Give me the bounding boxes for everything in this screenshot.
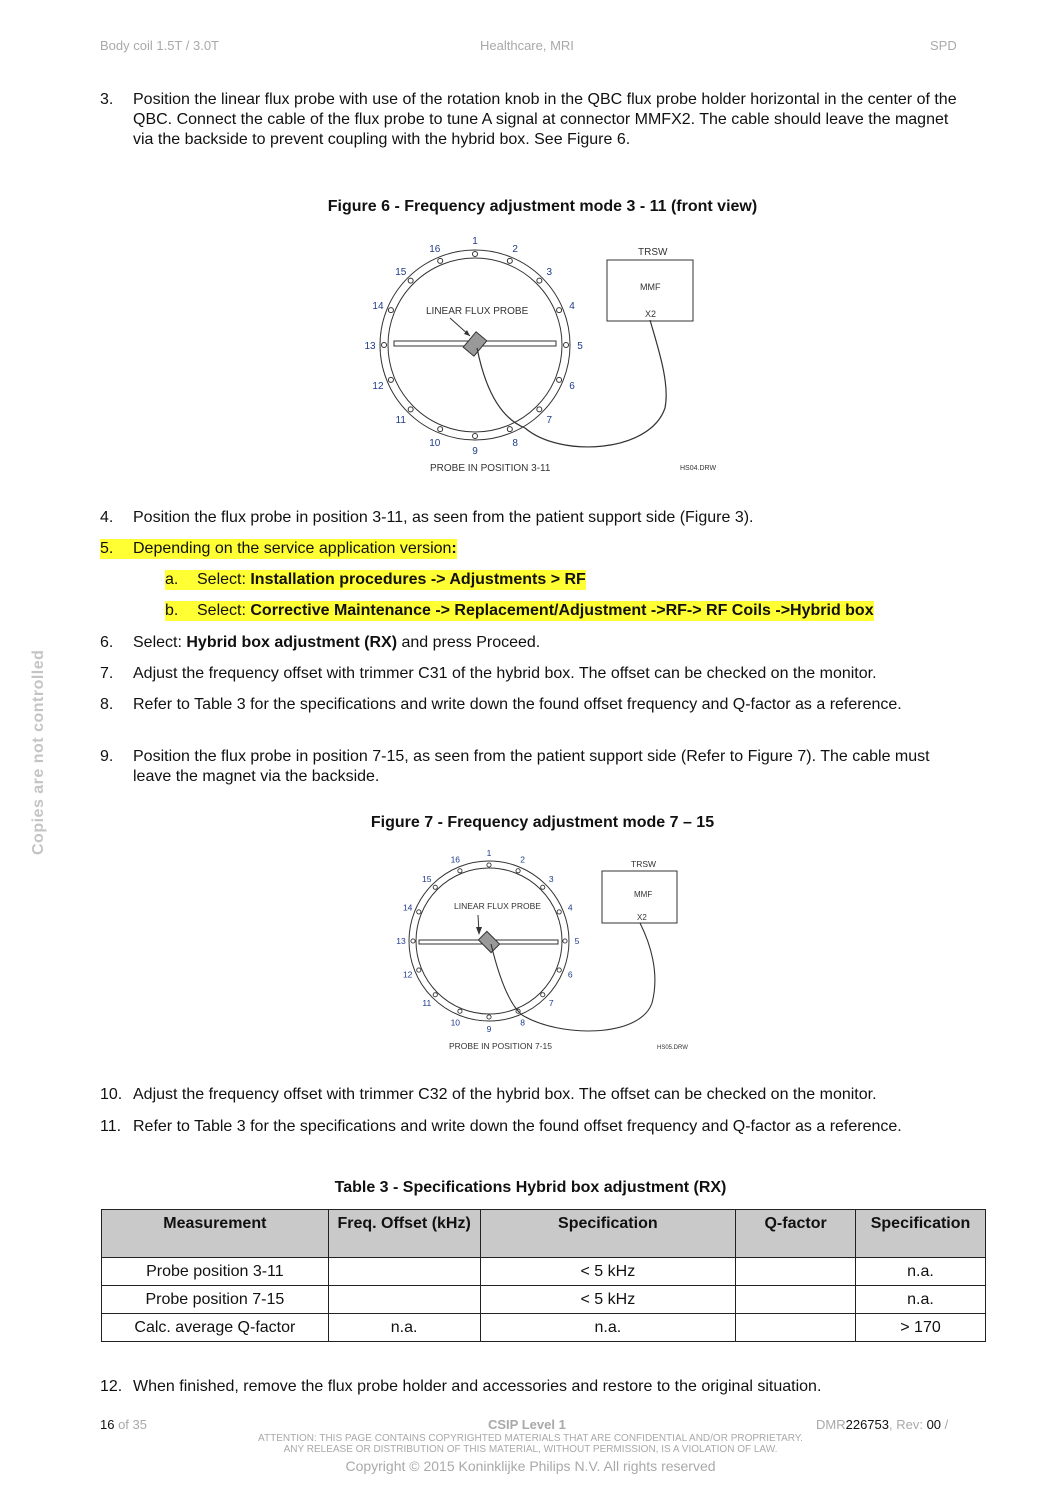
mounting-hole bbox=[541, 993, 545, 997]
figure-7-title: Figure 7 - Frequency adjustment mode 7 – 15 bbox=[370, 814, 715, 831]
table-row bbox=[102, 1314, 986, 1342]
position-label: 14 bbox=[372, 300, 384, 312]
step-text: Position the flux probe in position 7-15, as seen from the patient support side (Refer to Figure 7). The cable must leave the magnet via the backside. bbox=[133, 748, 930, 785]
step-number: 8. bbox=[100, 696, 114, 713]
footer-page-number bbox=[100, 1417, 147, 1432]
mounting-hole bbox=[557, 377, 562, 382]
position-label: 7 bbox=[546, 415, 553, 427]
mounting-hole bbox=[408, 278, 413, 283]
position-label: 13 bbox=[364, 341, 376, 352]
position-label: 5 bbox=[574, 936, 580, 946]
step-8 bbox=[0, 695, 1061, 737]
sub-bold: Installation procedures -> Adjustments > RF bbox=[250, 571, 586, 588]
mounting-hole bbox=[438, 427, 443, 432]
mounting-hole bbox=[537, 407, 542, 412]
step-text: When finished, remove the flux probe holder and accessories and restore to the original situation. bbox=[133, 1378, 822, 1395]
sub-letter: b. bbox=[165, 602, 179, 619]
mounting-hole bbox=[417, 968, 421, 972]
figure-caption: PROBE IN POSITION 7-15 bbox=[449, 1041, 552, 1051]
table-cell bbox=[328, 1258, 480, 1286]
table-cell: n.a. bbox=[328, 1314, 480, 1342]
step-10 bbox=[0, 1085, 1061, 1107]
mounting-hole bbox=[433, 993, 437, 997]
rev-label: , Rev: bbox=[889, 1417, 927, 1432]
mounting-hole bbox=[537, 278, 542, 283]
step-text: Refer to Table 3 for the specifications and write down the found offset frequency and Q-factor as a reference. bbox=[133, 696, 902, 713]
table-cell: Probe position 3-11 bbox=[102, 1258, 329, 1286]
position-label: 8 bbox=[512, 438, 518, 450]
table-header-row bbox=[102, 1210, 986, 1258]
step-6 bbox=[0, 633, 1061, 655]
mounting-hole bbox=[473, 434, 478, 439]
table-cell: Probe position 7-15 bbox=[102, 1286, 329, 1314]
page-number: 16 bbox=[100, 1417, 115, 1432]
figure-caption: PROBE IN POSITION 3-11 bbox=[430, 463, 551, 474]
mounting-hole bbox=[541, 885, 545, 889]
position-label: 1 bbox=[486, 848, 492, 858]
position-label: 10 bbox=[429, 438, 441, 450]
column-header: Freq. Offset (kHz) bbox=[328, 1210, 480, 1258]
doc-prefix: DMR bbox=[816, 1417, 846, 1432]
mounting-hole bbox=[564, 343, 569, 348]
step-text: Refer to Table 3 for the specifications and write down the found offset frequency and Q-factor as a reference. bbox=[133, 1118, 902, 1135]
box-bot-label: X2 bbox=[645, 309, 657, 319]
sub-bold: Corrective Maintenance -> Replacement/Adjustment ->RF-> RF Coils ->Hybrid box bbox=[250, 602, 874, 619]
step-9 bbox=[0, 747, 1061, 789]
table-cell bbox=[736, 1286, 856, 1314]
step-text: Position the linear flux probe with use of the rotation knob in the QBC flux probe holder horizontal in the center of the QBC. Connect the cable of the flux probe to tune A signal at connector MMFX2. The cable should leave the magnet via the backside to prevent coupling with the hybrid box. See Figure 6. bbox=[133, 91, 957, 148]
position-label: 10 bbox=[450, 1017, 461, 1028]
table-cell: > 170 bbox=[856, 1314, 986, 1342]
position-label: 13 bbox=[396, 936, 406, 946]
position-label: 16 bbox=[450, 854, 461, 865]
step-12 bbox=[0, 1377, 1061, 1399]
box-top-label: TRSW bbox=[631, 859, 657, 869]
table-cell: < 5 kHz bbox=[480, 1286, 736, 1314]
sub-letter: a. bbox=[165, 571, 179, 588]
step-4 bbox=[0, 508, 1061, 530]
mounting-hole bbox=[382, 343, 387, 348]
step-3 bbox=[0, 90, 1061, 152]
step-prefix: Select: bbox=[133, 634, 187, 651]
probe-label: LINEAR FLUX PROBE bbox=[454, 901, 541, 911]
mounting-hole bbox=[458, 869, 462, 873]
footer-level: CSIP Level 1 bbox=[488, 1417, 566, 1432]
probe-label: LINEAR FLUX PROBE bbox=[426, 306, 529, 317]
table-cell bbox=[328, 1286, 480, 1314]
column-header: Q-factor bbox=[736, 1210, 856, 1258]
step-number: 3. bbox=[100, 91, 114, 108]
mounting-hole bbox=[408, 407, 413, 412]
table-cell: n.a. bbox=[480, 1314, 736, 1342]
position-label: 3 bbox=[548, 873, 554, 884]
drawing-code: HS05.DRW bbox=[657, 1045, 688, 1051]
mounting-hole bbox=[563, 939, 567, 943]
rev-suffix: / bbox=[941, 1417, 949, 1432]
page-total: of 35 bbox=[114, 1417, 147, 1432]
step-5a bbox=[165, 570, 586, 592]
step-number: 12. bbox=[100, 1378, 123, 1395]
mounting-hole bbox=[433, 885, 437, 889]
column-header: Specification bbox=[856, 1210, 986, 1258]
mounting-hole bbox=[388, 308, 393, 313]
table-cell: n.a. bbox=[856, 1258, 986, 1286]
position-label: 4 bbox=[567, 902, 573, 913]
table-3-title: Table 3 - Specifications Hybrid box adjustment (RX) bbox=[334, 1179, 727, 1196]
position-label: 9 bbox=[486, 1024, 492, 1034]
mounting-hole bbox=[487, 1015, 491, 1019]
table-cell: < 5 kHz bbox=[480, 1258, 736, 1286]
step-text: Depending on the service application version bbox=[133, 540, 452, 557]
box-bot-label: X2 bbox=[637, 913, 647, 922]
column-header: Measurement bbox=[102, 1210, 329, 1258]
sub-prefix: Select: bbox=[197, 571, 251, 588]
mounting-hole bbox=[557, 968, 561, 972]
box-top-label: TRSW bbox=[638, 247, 668, 258]
header-doc-title: Body coil 1.5T / 3.0T bbox=[100, 38, 219, 53]
position-label: 6 bbox=[569, 381, 575, 393]
position-label: 14 bbox=[402, 902, 413, 913]
mounting-hole bbox=[557, 308, 562, 313]
header-division: Healthcare, MRI bbox=[480, 38, 574, 53]
rev-number: 00 bbox=[926, 1417, 942, 1432]
step-number: 7. bbox=[100, 665, 114, 682]
step-suffix: and press Proceed. bbox=[397, 634, 541, 651]
step-number: 9. bbox=[100, 748, 114, 765]
mounting-hole bbox=[507, 427, 512, 432]
position-label: 4 bbox=[569, 300, 575, 312]
step-7 bbox=[0, 664, 1061, 686]
mounting-hole bbox=[487, 863, 491, 867]
mounting-hole bbox=[473, 252, 478, 257]
column-header: Specification bbox=[480, 1210, 736, 1258]
step-text: Position the flux probe in position 3-11, as seen from the patient support side (Figure 3). bbox=[133, 509, 754, 526]
position-label: 8 bbox=[520, 1017, 526, 1028]
table-cell bbox=[736, 1314, 856, 1342]
footer-attention-1: ATTENTION: THIS PAGE CONTAINS COPYRIGHTED MATERIALS THAT ARE CONFIDENTIAL AND/OR PROPRIETARY. bbox=[258, 1433, 803, 1444]
mounting-hole bbox=[557, 910, 561, 914]
position-label: 6 bbox=[567, 969, 573, 980]
step-5b bbox=[165, 601, 874, 623]
doc-number: 226753 bbox=[845, 1417, 889, 1432]
mounting-hole bbox=[417, 910, 421, 914]
table-row bbox=[102, 1258, 986, 1286]
table-cell bbox=[736, 1258, 856, 1286]
step-text: Adjust the frequency offset with trimmer C32 of the hybrid box. The offset can be checked on the monitor. bbox=[133, 1086, 877, 1103]
mounting-hole bbox=[516, 869, 520, 873]
step-11 bbox=[0, 1117, 1061, 1159]
step-number: 6. bbox=[100, 634, 114, 651]
position-label: 2 bbox=[520, 854, 526, 865]
step-number: 11. bbox=[100, 1118, 122, 1135]
drawing-code: HS04.DRW bbox=[680, 465, 717, 472]
mounting-hole bbox=[507, 258, 512, 263]
table-cell: n.a. bbox=[856, 1286, 986, 1314]
table-cell: Calc. average Q-factor bbox=[102, 1314, 329, 1342]
mounting-hole bbox=[411, 939, 415, 943]
figure-6-title: Figure 6 - Frequency adjustment mode 3 - 11 (front view) bbox=[327, 198, 758, 215]
position-label: 15 bbox=[395, 266, 407, 278]
watermark: Copies are not controlled bbox=[30, 649, 47, 855]
specifications-table bbox=[101, 1209, 986, 1342]
position-label: 1 bbox=[472, 236, 478, 247]
mounting-hole bbox=[388, 377, 393, 382]
step-text: Adjust the frequency offset with trimmer C31 of the hybrid box. The offset can be checked on the monitor. bbox=[133, 665, 877, 682]
step-number: 4. bbox=[100, 509, 114, 526]
position-label: 3 bbox=[546, 266, 553, 278]
figure-6-diagram bbox=[360, 228, 730, 478]
table-row bbox=[102, 1286, 986, 1314]
footer-attention-2: ANY RELEASE OR DISTRIBUTION OF THIS MATERIAL, WITHOUT PERMISSION, IS A VIOLATION OF LAW. bbox=[283, 1444, 778, 1455]
step-number: 10. bbox=[100, 1086, 123, 1103]
box-mid-label: MMF bbox=[634, 890, 653, 899]
box-mid-label: MMF bbox=[640, 282, 661, 292]
position-label: 16 bbox=[429, 243, 441, 255]
position-label: 5 bbox=[577, 341, 583, 352]
footer-doc-id bbox=[816, 1417, 948, 1432]
mounting-hole bbox=[458, 1009, 462, 1013]
position-label: 11 bbox=[395, 415, 406, 427]
position-label: 9 bbox=[472, 446, 478, 457]
position-label: 11 bbox=[422, 998, 432, 1009]
step-colon: : bbox=[451, 540, 457, 557]
step-number: 5. bbox=[100, 540, 114, 557]
sub-prefix: Select: bbox=[197, 602, 251, 619]
header-department: SPD bbox=[930, 38, 957, 53]
position-label: 7 bbox=[548, 998, 554, 1009]
footer-copyright: Copyright © 2015 Koninklijke Philips N.V. All rights reserved bbox=[345, 1458, 716, 1474]
figure-7-diagram bbox=[390, 843, 700, 1053]
step-bold: Hybrid box adjustment (RX) bbox=[186, 634, 398, 651]
step-5 bbox=[100, 539, 457, 561]
position-label: 12 bbox=[372, 381, 384, 393]
mounting-hole bbox=[438, 258, 443, 263]
position-label: 15 bbox=[422, 873, 432, 884]
position-label: 2 bbox=[512, 243, 518, 255]
position-label: 12 bbox=[402, 969, 413, 980]
